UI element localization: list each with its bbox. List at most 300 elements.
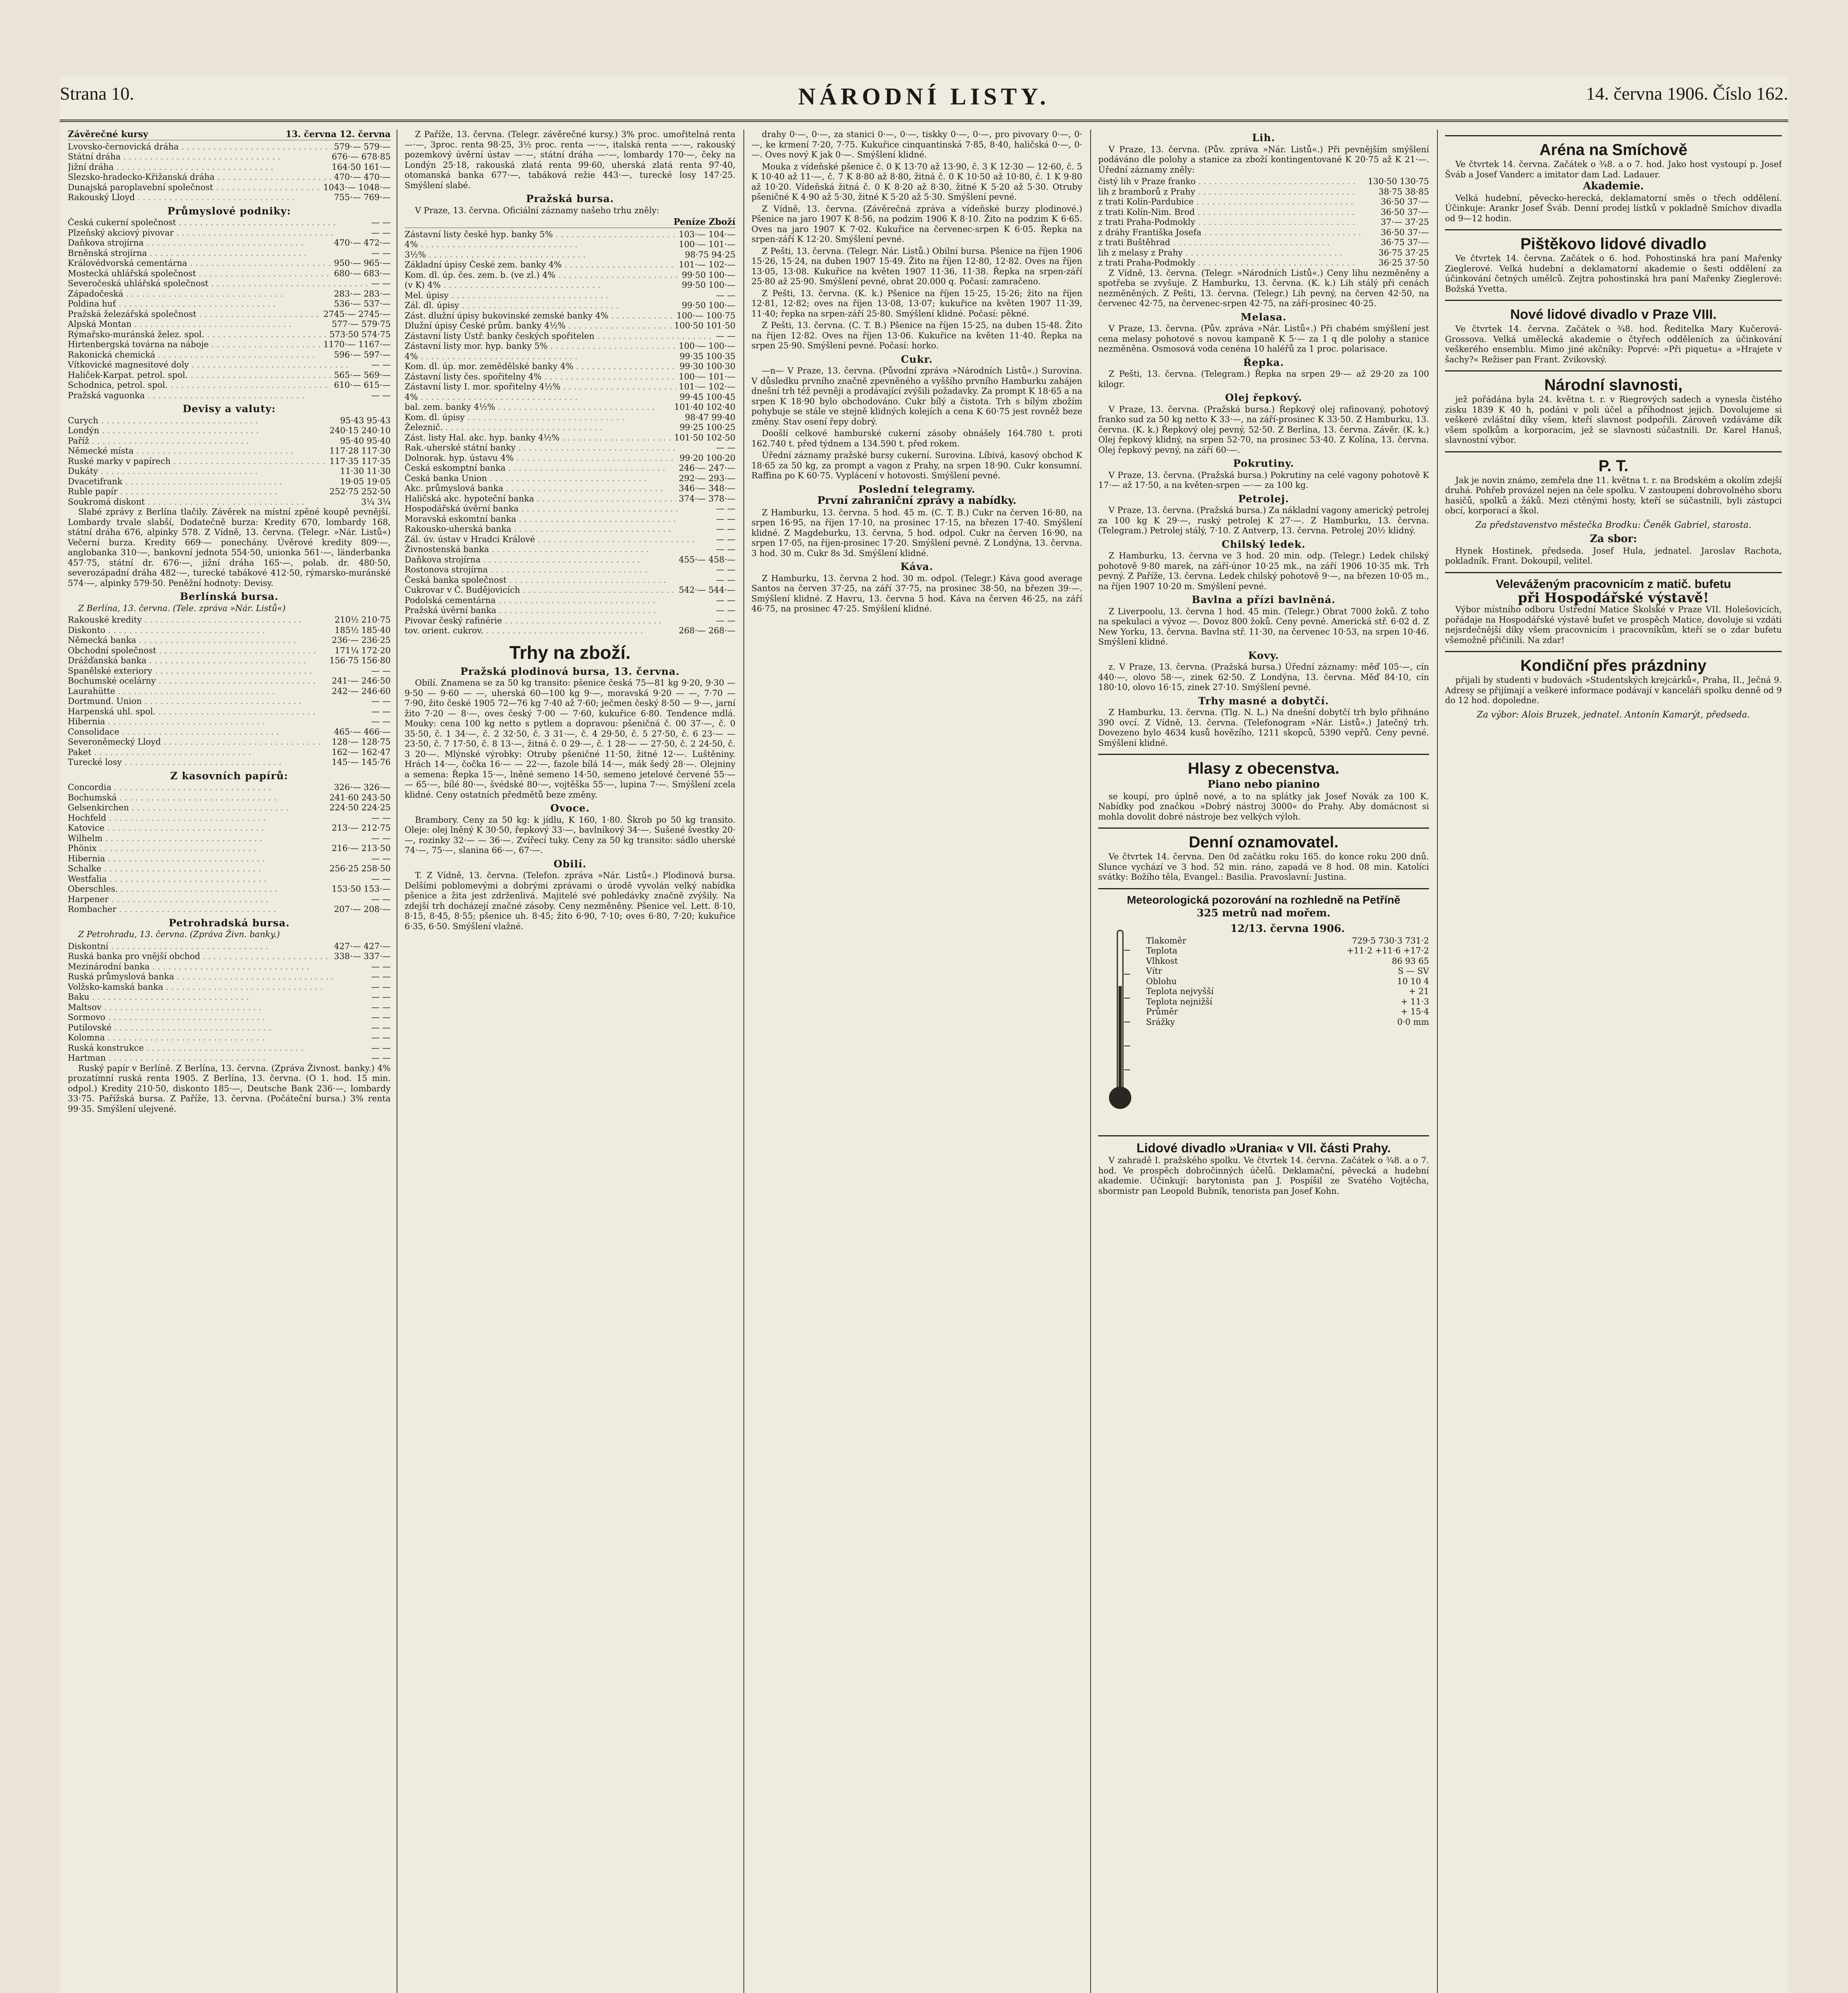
grain-report: Obilí. Znamena se za 50 kg transito: pšenice česká 75—81 kg 9·20, 9·30 — 9·50 — 9·60 — —, uherská 60—100 kg 9·—, moravská 9·20 — —, 7·70 — 7·90, žito české 1905 72—76 kg 7·40 až 7·60; ječmen český 8·50 — 9·—, jarní žito 7·20 — 8·—, oves český 7·00 — 7·60, kukuřice 6·80. Tendence mdlá. Mouky: cena 100 kg netto s pytlem a dopravou: pšeničná č. 00 37·—, č. 0 35·50, č. 1 34·—, č. 2 32·50, č. 3 31·—, č. 4 29·50, č. 5 27·50, č. 6 23·— — 23·50, č. 7 17·50, č. 8 13·—, žitná č. 0 29·—, č. 1 28·— — 27·50, č. 2 24·50, č. 3 20·—. Mlýnské výrobky: Otruby pšeničné 11·50, žitné 12·—. Luštěniny. Hrách 14·—, čočka 16·— — 22·—, fazole bílá 14·—, mák šedý 28·—. Olejniny a semena: Řepka 15·—, lněné semeno 14·50, semeno jetelové červené 55·— — 65·—, bílé 80·—, švédské 80·—, vojtěška 55·—, lupina 7·—. Smýšlení zcela klidné. Ceny ostatních předmětů beze změny. — [405, 678, 735, 800]
berlin-list — [68, 615, 391, 768]
row-label: Zál. dl. úpisy . . . — [405, 301, 619, 311]
table-row — [1098, 187, 1429, 197]
industry-list — [68, 218, 391, 401]
tutoring-text: přijali by studenti v budovách »Studentských krejcárků«, Praha, II., Ječná 9. Adresy se přijímají a veškeré informace podávají v kanceláři spolku denně od 9 do 12 hod. dopoledne. — [1445, 675, 1782, 705]
table-row — [1146, 997, 1429, 1007]
row-value: 542·— 544·— — [676, 585, 735, 596]
row-label: Zástavní listy mor. hyp. banky 5% . . . — [405, 341, 676, 352]
row-label: Volžsko-kamská banka . . . — [68, 982, 323, 993]
row-label: Rakouský Lloyd . . . — [68, 193, 295, 203]
row-value: 326·— 326·— — [332, 782, 391, 793]
row-value: 346·— 348·— — [676, 484, 735, 494]
meteo-readings — [1146, 922, 1429, 1027]
row-value: 153·50 153·— — [329, 884, 391, 894]
row-label: Haličská akc. hypoteční banka . . . — [405, 494, 676, 504]
row-label: Srážky — [1146, 1017, 1175, 1027]
table-row — [68, 854, 391, 864]
row-label: Baku . . . — [68, 992, 249, 1002]
row-value: — — — [369, 1023, 391, 1033]
cotton-report: Z Liverpoolu, 13. června 1 hod. 45 min. (Telegr.) Obrat 7000 žoků. Z toho na spekulaci a vývoz —. Dovoz 800 žoků. Ceny pevné. Americká stř. 6·02 d. Z New Yorku, 13. června. Bavlna stř. 11·30, na červenec 10·53, na srpen 10·46. Smýšlení klidné. — [1098, 606, 1429, 647]
row-label: Moravská eskomtní banka . . . — [405, 514, 676, 525]
row-label: Londýn . . . — [68, 426, 259, 436]
row-label: Phönix . . . — [68, 843, 256, 854]
vienna-grain-heading: Obilí. — [553, 858, 587, 870]
table-row — [405, 291, 735, 301]
row-label: 3½% . . . — [405, 250, 586, 260]
table-row — [68, 1043, 391, 1053]
thanks-sub: při Hospodářské výstavě! — [1518, 590, 1709, 606]
row-value: 36·25 37·50 — [1376, 258, 1429, 268]
row-label: z trati Buštěhrad . . . — [1098, 238, 1330, 248]
table-row — [405, 514, 735, 525]
mines-heading: Z kasovních papírů: — [170, 770, 288, 782]
row-label: Zástavní listy čes. spořitelny 4% . . . — [405, 372, 676, 382]
table-row — [405, 484, 735, 494]
table-row — [405, 626, 735, 636]
row-value: 99·50 100·— — [679, 280, 735, 291]
row-label: Královédvorská cementárna . . . — [68, 258, 332, 269]
table-row — [68, 340, 391, 350]
table-row — [68, 646, 391, 656]
column-2 — [405, 130, 735, 1993]
row-value: — — — [369, 854, 391, 864]
berlin-heading: Berlínská bursa. — [180, 591, 279, 602]
table-row — [68, 813, 391, 824]
table-row — [68, 1033, 391, 1043]
row-value: — — — [369, 696, 391, 707]
table-row — [68, 625, 391, 636]
table-row — [405, 544, 735, 555]
table-row — [405, 230, 735, 240]
row-label: Rombacher . . . — [68, 904, 276, 915]
table-row — [405, 585, 735, 596]
row-value: 1043·— 1048·— — [321, 183, 391, 193]
row-value: 11·30 11·30 — [338, 466, 391, 477]
meteo-panel — [1098, 922, 1429, 1130]
row-value: 117·28 117·30 — [327, 446, 391, 456]
table-row — [405, 605, 735, 616]
thermometer-icon — [1106, 926, 1134, 1118]
table-row — [68, 350, 391, 360]
table-row — [68, 707, 391, 717]
row-value: 268·— 268·— — [676, 626, 735, 636]
table-row — [405, 575, 735, 586]
row-label: Severoněmecký Lloyd . . . — [68, 737, 320, 747]
pest-report-1: Z Pešti, 13. června. (Telegr. Nár. Listů.) Obilní bursa. Pšenice na říjen 1906 15·26, 15·24, na duben 1907 15·49. Žito na říjen 12·80, 12·82. Oves na říjen 13·05, 13·08. Kukuřice na květen 1907 11·36, 11·38. Řepka na srpen-září 25·80 až 25·90. Smýšlení pevné, obrat 20.000 q. Počasí: zamračeno. — [751, 246, 1082, 286]
row-label: Mezinárodní banka . . . — [68, 962, 309, 972]
petroleum-heading: Petrolej. — [1238, 493, 1289, 505]
row-value: 101·— 102·— — [676, 260, 735, 270]
row-label: Ruská průmyslová banka . . . — [68, 972, 334, 982]
issue-date: 14. června 1906. Číslo 162. — [1586, 83, 1788, 104]
row-label: Hibernia . . . — [68, 717, 265, 727]
row-value: — — — [369, 707, 391, 717]
table-row — [68, 884, 391, 894]
row-value: 1170·— 1167·— — [321, 340, 391, 350]
table-row — [405, 270, 735, 281]
table-row — [1098, 258, 1429, 268]
row-label: Drážďanská banka . . . — [68, 656, 306, 666]
tutoring-heading: Kondiční přes prázdniny — [1445, 651, 1782, 675]
row-label: Oblohu — [1146, 976, 1177, 986]
row-value: 128·— 128·75 — [329, 737, 391, 747]
row-value: — — — [369, 1033, 391, 1043]
fruit-heading: Ovoce. — [550, 802, 590, 814]
table-row — [68, 843, 391, 854]
table-row — [68, 142, 391, 152]
row-value: 36·75 37·25 — [1376, 248, 1429, 258]
row-value: 100·— 100·75 — [674, 311, 735, 321]
row-label: Hibernia . . . — [68, 854, 265, 864]
row-label: z trati Praha-Podmokly . . . — [1098, 258, 1355, 268]
commodities-heading: Trhy na zboží. — [509, 642, 631, 663]
cotton-heading: Bavlna a přízi bavlněná. — [1191, 594, 1336, 605]
row-label: Teplota — [1146, 946, 1178, 955]
row-value: 465·— 466·— — [332, 727, 391, 737]
table-row — [68, 615, 391, 625]
table-row — [68, 757, 391, 768]
row-value: 99·30 100·30 — [677, 362, 735, 372]
row-value: 99·35 100·35 — [677, 352, 735, 362]
new-theatre-text: Ve čtvrtek 14. června. Začátek o ¾8. hod. Ředitelka Mary Kučerová-Grossova. Velká umělecká akademie o čtyřech odděleních za účinkování veškerého ensemblu. Mimo jiné akčníky: Poprvé: »Při piquetu« a »Hrajete v šachy?« Režiser pan Frant. Zvikovský. — [1445, 324, 1782, 364]
row-value: 242·— 246·60 — [329, 686, 391, 697]
row-label: Rakonická chemická . . . — [68, 350, 315, 360]
row-label: Curych . . . — [68, 416, 258, 426]
table-row — [405, 596, 735, 606]
row-value: 427·— 427·— — [332, 941, 391, 952]
row-label: z trati Kolín-Nim. Brod . . . — [1098, 207, 1355, 218]
table-row — [1098, 248, 1429, 258]
table-row — [405, 392, 735, 403]
row-value: 19·05 19·05 — [338, 477, 391, 487]
petrograd-subheading: Z Petrohradu, 13. června. (Zpráva Živn. banky.) — [78, 930, 280, 939]
row-value: — — — [369, 279, 391, 289]
fx-list — [68, 416, 391, 507]
table-row — [405, 250, 735, 260]
masthead — [60, 76, 1788, 122]
prague-exchange-heading: Pražská bursa. — [526, 193, 614, 204]
row-value: 99·45 100·45 — [677, 392, 735, 403]
row-label: Plzeňský akciový pivovar . . . — [68, 228, 333, 238]
corps-names: Hynek Hostinek, předseda. Josef Hula, jednatel. Jaroslav Rachota, pokladník. Frant. Dokoupil, velitel. — [1445, 546, 1782, 566]
row-value: — — — [369, 1043, 391, 1053]
row-value: 95·43 95·43 — [338, 416, 391, 426]
molasses-report: V Praze, 13. června. (Pův. zpráva »Nár. Listů«.) Při chabém smýšlení jest cena melasy pohotové s novou kampaně K 5·— za 1 q dle polohy a stanice nezměněna. Osmosová voda cenéna 10 haléřů za 1 proc. polarisace. — [1098, 324, 1429, 354]
row-label: čistý lih v Praze franko . . . — [1098, 177, 1355, 187]
row-label: Turecké losy . . . — [68, 757, 281, 768]
row-label: 4% . . . — [405, 240, 578, 250]
row-value: 252·75 252·50 — [327, 487, 391, 497]
row-value: + 15·4 — [1398, 1007, 1429, 1017]
row-label: Průměr — [1146, 1007, 1178, 1016]
table-row — [68, 269, 391, 279]
row-label: Tlakoměr — [1146, 936, 1186, 945]
row-label: Bochumská . . . — [68, 793, 276, 803]
table-row — [68, 874, 391, 884]
row-label: Mostecká uhlářská společnost . . . — [68, 269, 332, 279]
row-value: 470·— 470·— — [332, 172, 391, 183]
row-label: Hartman . . . — [68, 1053, 265, 1063]
table-row — [405, 443, 735, 453]
row-value: — — — [369, 813, 391, 824]
row-value: 207·— 208·— — [332, 904, 391, 915]
mines-list — [68, 782, 391, 915]
row-label: Rýmařsko-muránská želez. spol. . . . — [68, 330, 327, 340]
oil-heading: Olej řepkový. — [1225, 392, 1302, 403]
row-value: S — SV — [1396, 966, 1429, 977]
sugar-report-2: Úřední záznamy pražské bursy cukerní. Surovina. Líbivá, kasový obchod K 18·65 za 50 kg, za prompt a vagon z Prahy, na srpen 18·90. Cukr konsumní. Raffina po K 60·75. Vyplácení v hotovosti. Smýšlení pevné. — [751, 450, 1082, 480]
row-label: Teplota nejvyšší — [1146, 987, 1214, 996]
table-row — [68, 319, 391, 330]
stocks-table — [405, 463, 735, 636]
row-value: 241·— 246·50 — [329, 676, 391, 686]
notice-heading: P. T. — [1445, 451, 1782, 476]
row-value: 100·50 101·50 — [672, 321, 735, 331]
table-row — [68, 360, 391, 370]
row-value: 470·— 472·— — [332, 238, 391, 248]
row-label: Státní dráha . . . — [68, 152, 280, 162]
column-rule — [1090, 130, 1091, 1993]
row-value: 130·50 130·75 — [1365, 177, 1429, 187]
table-row — [1146, 966, 1429, 977]
row-value: 98·75 94·25 — [682, 250, 735, 260]
daily-notice-text: Ve čtvrtek 14. června. Den 0d začátku roku 165. do konce roku 200 dnů. Slunce vychází ve 3 hod. 52 min. ráno, zapadá ve 8 hod. 08 min. Katolíci svátky: Božího těla, Evangel.: Basilia. Pravoslavní: Justina. — [1098, 852, 1429, 882]
table-row — [68, 279, 391, 289]
row-label: Oberschles. . . . — [68, 884, 277, 894]
row-value: — — — [714, 504, 735, 514]
row-label: z trati Kolín-Pardubice . . . — [1098, 197, 1353, 207]
row-label: Gelsenkirchen . . . — [68, 803, 289, 813]
row-value: — — — [369, 972, 391, 982]
row-label: Spanělské exteriory . . . — [68, 666, 312, 676]
row-label: Poldina huť . . . — [68, 299, 276, 309]
table-row — [68, 962, 391, 972]
festivities-heading: Národní slavnosti, — [1445, 370, 1782, 395]
column-rule — [1437, 130, 1438, 1993]
table-row — [68, 864, 391, 874]
row-label: Dvacetifrank . . . — [68, 477, 282, 487]
row-label: Sormovo . . . — [68, 1012, 265, 1023]
row-value: 680·— 683·— — [332, 269, 391, 279]
row-value: 171¼ 172·20 — [332, 646, 391, 656]
row-value: 256·25 258·50 — [327, 864, 391, 874]
table-row — [1098, 207, 1429, 218]
row-value: 950·— 965·— — [332, 258, 391, 269]
arena-text-2: Velká hudební, pěvecko-herecká, deklamatorní směs o třech oddělení. Účinkuje: Arankr Josef Šváb. Denní prodej lístků v pokladně Smíchov divadla od 9—12 hodin. — [1445, 193, 1782, 223]
table-row — [405, 260, 735, 270]
row-value: — — — [714, 616, 735, 626]
thanks-heading: Veleváženým pracovnicím z matič. bufetu — [1445, 572, 1782, 592]
row-label: Alpská Montan . . . — [68, 319, 291, 330]
table-row — [405, 413, 735, 423]
row-label: Dolnorak. hyp. ústavu 4% . . . — [405, 453, 673, 464]
row-label: Ruská banka pro vnější obchod . . . — [68, 951, 332, 962]
metals-report: z. V Praze, 13. června. (Pražská bursa.) Úřední záznamy: měď 105·—, cín 440·—, olovo 58·—, zinek 62·50. Z Londýna, 13. června. Měď 84·10, cín 180·10, olovo 16·15, zinek 27·10. Smýšlení pevné. — [1098, 662, 1429, 692]
grain-report-cont: drahy 0·—, 0·—, za stanici 0·—, 0·—, tiskky 0·—, 0·—, pro pivovary 0·—, 0·—, ke krmení 7·20, 7·75. Kukuřice cinquantinská 7·85, 8·40, haličská 0·—, 0·—. Oves nový K jak 0·—. Smýšlení klidné. — [751, 130, 1082, 159]
fruit-report: Brambory. Ceny za 50 kg: k jídlu, K 160, 1·80. Škrob po 50 kg transito. Oleje: olej lněný K 30·50, řepkový 33·—, bavlníkový 34·—. Sušené švestky 20·—, rozinky 32·— — 36·—. Zvířecí tuky. Ceny za 50 kg transito: sádlo uherské 74·—, 75·—, slanina 66·—, 67·—. — [405, 815, 735, 855]
row-value: 99·20 100·20 — [677, 453, 735, 464]
livestock-report: Z Hamburku, 13. června. (Tlg. N. L.) Na dnešní dobytčí trh bylo přihnáno 390 ovcí. Z Vídně, 13. června. (Telefonogram »Nár. Listů«.) Jatečný trh. Dovezeno bylo 4634 kusů hovězího, 1211 skopců, 5390 vepřů. Ceny pevné. Smýšlení klidné. — [1098, 708, 1429, 748]
row-value: + 21 — [1406, 987, 1429, 997]
bonds-table — [405, 230, 735, 464]
rapeseed-heading: Řepka. — [1243, 356, 1284, 368]
row-value: 565·— 569·— — [332, 370, 391, 381]
column-3 — [751, 130, 1082, 1993]
table-row — [405, 555, 735, 565]
row-label: Rakouské kredity . . . — [68, 615, 302, 625]
row-label: Lvovsko-černovická dráha . . . — [68, 142, 332, 152]
spirits-report-2: Z Vídně, 13. června. (Telegr. »Národních Listů«.) Ceny lihu nezměněny a spotřeba se zvyšuje. Z Hamburku, 13. června. (K. k.) Lih stálý při cenách nezměněných. Z Pešti, 13. června. (Telegr.) Lih pevný, na červen 42·50, na červenec 42·75, na červenec-srpen 42·75, na září-prosinec 40·25. — [1098, 268, 1429, 308]
row-label: Česká banka Union . . . — [405, 474, 647, 484]
coffee-report: Z Hamburku, 13. června 2 hod. 30 m. odpol. (Telegr.) Káva good average Santos na červen 37·25, na září 37·75, na prosinec 38·50, na březen 39·—. Smýšlení klidné. Z Havru, 13. června 5 hod. Káva na červen 46·25, na září 46·75, na prosinec 47·25. Smýšlení klidné. — [751, 573, 1082, 613]
row-label: Zástavní listy Ústř. banky českých spořitelen . . . — [405, 331, 714, 342]
petroleum-report: V Praze, 13. června. (Pražská bursa.) Za nákladní vagony americký petrolej za 100 kg K 29·—, ruský petrolej K 27·—. Z Hamburku, 13. června. (Telegram.) Petrolej stálý, 7·10. Z Antverp, 13. června. Petrolej 20½ klidný. — [1098, 505, 1429, 535]
column-1 — [68, 130, 391, 1993]
metals-heading: Kovy. — [1248, 649, 1279, 661]
row-label: lih z bramborů z Prahy . . . — [1098, 187, 1355, 197]
row-value: 755·— 769·— — [332, 193, 391, 203]
festivities-text: jež pořádána byla 24. května t. r. v Riegrových sadech a vynesla čistého zisku 1839 K 40 h, podáni v poli účel a příhodnost jejich. Dovolujeme si veškeré zvláštní díky všem, kteří slavnost podpořili. Zároveň vzdáváme dík všem spolkům a korporacím, jež se slavnosti súčastnili. Dr. Karel Hanuš, slavnostní výbor. — [1445, 395, 1782, 445]
table-row — [1098, 217, 1429, 228]
table-columns: Peníze Zboží — [405, 217, 735, 228]
row-value: — — — [369, 992, 391, 1002]
arena-text: Ve čtvrtek 14. června. Začátek o ¾8. a o 7. hod. Jako host vystoupí p. Josef Šváb a Josef Vanderc a imitator dam Lad. Ladauer. — [1445, 159, 1782, 179]
row-label: Pražská úvěrní banka . . . — [405, 605, 656, 616]
row-label: Kom. dl. úp. čes. zem. b. (ve zl.) 4% . . . — [405, 270, 679, 281]
row-value: 103·— 104·— — [676, 230, 735, 240]
column-4 — [1098, 130, 1429, 1993]
row-label: Ruble papír . . . — [68, 487, 277, 497]
rapeseed-report: Z Pešti, 13. června. (Telegram.) Řepka na srpen 29·— až 29·20 za 100 kilogr. — [1098, 369, 1429, 389]
urania-heading: Lidové divadlo »Urania« v VII. části Prahy. — [1098, 1135, 1429, 1156]
row-label: Bochumské ocelárny . . . — [68, 676, 315, 686]
table-row — [68, 676, 391, 686]
table-row — [68, 803, 391, 813]
sugar-report: —n— V Praze, 13. června. (Původní zpráva »Národních Listů«.) Surovina. V důsledku prvního značně zpevněného a vyššího prvního Hamburku zahájen dnešní trh též pevněji a prodávající zvýšili požadavky. Za prompt K 18·65 a na srpen K 18·90 bylo obchodováno. Cukr bílý a čistota. Trh s bílým zbožím pohybuje se stále ve stejně klidných kolejích a cena K 60·75 jest rovněž beze změny. Stav osení řepy dobrý. — [751, 366, 1082, 427]
table-row — [68, 172, 391, 183]
row-value: 99·25 100·25 — [677, 423, 735, 433]
row-label: Harpener . . . — [68, 894, 268, 905]
livestock-heading: Trhy masné a dobytčí. — [1198, 695, 1329, 707]
row-value: 101·50 102·50 — [672, 433, 735, 443]
table-row — [68, 727, 391, 737]
table-row — [68, 1012, 391, 1023]
row-value: 3¼ 3¼ — [359, 497, 391, 507]
row-label: Mel. úpisy . . . — [405, 291, 608, 301]
pest-report-3: Z Pešti, 13. června. (C. T. B.) Pšenice na říjen 15·25, na duben 15·48. Žito na říjen 12·82. Oves na říjen 13·06. Kukuřice na květen 11·40. Řepka na srpen 25·90. Smýšlení pevné. Počasí: horko. — [751, 320, 1082, 350]
oilcake-heading: Pokrutiny. — [1233, 458, 1294, 469]
row-label: Kom. dl. úpisy . . . — [405, 413, 624, 423]
row-value: 577·— 579·75 — [329, 319, 391, 330]
row-label: Vítkovické magnesitové doly . . . — [68, 360, 348, 370]
table-row — [1146, 1007, 1429, 1017]
row-value: — — — [714, 331, 735, 342]
table-row — [68, 309, 391, 320]
prague-exchange-sub: V Praze, 13. června. Oficiální záznamy našeho trhu zněly: — [415, 205, 659, 215]
row-value: +11·2 +11·6 +17·2 — [1345, 946, 1429, 956]
table-row — [68, 426, 391, 436]
row-label: Diskonto . . . — [68, 625, 265, 636]
new-theatre-heading: Nové lidové divadlo v Praze VIII. — [1445, 300, 1782, 324]
row-value: 596·— 597·— — [332, 350, 391, 360]
row-label: Hirtenbergská továrna na náboje . . . — [68, 340, 321, 350]
rates-header: Závěrečné kursy 13. června 12. června — [68, 130, 391, 140]
table-row — [405, 362, 735, 372]
row-label: Německá banka . . . — [68, 635, 296, 646]
table-row — [405, 504, 735, 514]
notice-text: Jak je novin známo, zemřela dne 11. května t. r. na Brodském a okolím zdejší druhá. Pohřeb provázel nejen na čele spolku. V zastoupení dobrovolného sboru hasičů, spolků a žáků. Mezi ctěnými hosty, kteří se súčastnili, byli zástupci obcí, korporací a škol. — [1445, 475, 1782, 515]
row-label: Harpenská uhl. spol. . . . — [68, 707, 315, 717]
table-row — [405, 280, 735, 291]
row-label: Teplota nejnižší — [1146, 996, 1213, 1006]
row-value: — — — [369, 1012, 391, 1023]
row-value: — — — [714, 524, 735, 535]
row-value: — — — [369, 666, 391, 676]
row-value: 10 10 4 — [1395, 977, 1429, 987]
table-row — [68, 941, 391, 952]
table-row — [68, 436, 391, 446]
corps-heading: Za sbor: — [1590, 533, 1637, 545]
row-value: 283·— 283·— — [332, 289, 391, 299]
row-value: 236·— 236·25 — [329, 635, 391, 646]
table-row — [68, 717, 391, 727]
row-value: + 11·3 — [1398, 997, 1429, 1007]
market-report: Slabé zprávy z Berlína tlačily. Závěrek na místní zpěné koupě pevnější. Lombardy trvale slabší, Dodatečně burza: Kredity 670, lombardy 168, státní dráha 676, alpinky 578. Z Vídně, 13. června. (Telegr. »Nár. Listů«) Večerní burza. Kredity 669·— ponechány. Úvěrové kredity 809·—, anglobanka 310·—, bankovní jednota 554·50, unionka 561·—, länderbanka 457·75, státní dr. 676·—, jižní dráha 165·—, polab. dr. 480·50, severozápadní dráha 482·—, turecké tabákové 412·50, rýmarsko-muránské 574·—, alpinky 579·50. Peněžní hodnoty: Devisy. — [68, 507, 391, 588]
table-row — [68, 666, 391, 676]
table-row — [405, 311, 735, 321]
row-label: 4% . . . — [405, 392, 578, 403]
row-value: — — — [369, 218, 391, 228]
row-label: Česká cukerní společnost . . . — [68, 218, 336, 228]
row-value: — — — [369, 228, 391, 238]
table-row — [68, 1002, 391, 1013]
row-label: Česká eskomptní banka . . . — [405, 463, 665, 474]
row-label: Cukrovar v Č. Budějovicích . . . — [405, 585, 676, 596]
table-row — [68, 152, 391, 162]
table-row — [68, 635, 391, 646]
row-value: 162·— 162·47 — [329, 747, 391, 758]
row-label: Jižní dráha . . . — [68, 162, 273, 173]
meteo-heading: Meteorologická pozorování na rozhledně na Petříně — [1098, 888, 1429, 907]
piano-ad-title: Piano nebo pianino — [1207, 778, 1320, 790]
table-row — [405, 565, 735, 575]
page-number: Strana 10. — [60, 83, 134, 104]
table-row — [68, 1023, 391, 1033]
row-label: Paket . . . — [68, 747, 251, 758]
table-row — [405, 616, 735, 626]
row-value: 101·40 102·40 — [672, 402, 735, 413]
pistek-heading: Pištěkovo lidové divadlo — [1445, 229, 1782, 254]
row-value: 579·— 579·— — [332, 142, 391, 152]
row-value: 455·— 458·— — [676, 555, 735, 565]
table-row — [68, 696, 391, 707]
table-row — [68, 904, 391, 915]
row-label: Katovice . . . — [68, 823, 264, 833]
table-row — [1098, 238, 1429, 248]
row-label: Brněnská strojírna . . . — [68, 248, 307, 259]
public-voices-heading: Hlasy z obecenstva. — [1098, 754, 1429, 778]
row-value: — — — [714, 575, 735, 586]
row-label: Dortmund. Union . . . — [68, 696, 301, 707]
table-row — [68, 162, 391, 173]
meteo-table — [1146, 936, 1429, 1028]
row-value: 2745·— 2745·— — [321, 309, 391, 320]
table-row — [405, 341, 735, 352]
spirits-heading: Lih. — [1252, 132, 1275, 143]
pistek-text: Ve čtvrtek 14. června. Začátek o 6. hod. Pohostinská hra paní Mařenky Zieglerové. Velká hudební a deklamatorní akademie o šesti oddělení za účinkování četných umělců. Zejtra pohostinská hra paní Mařenky Zieglerové: Božská Yvetta. — [1445, 254, 1782, 294]
sugar-heading: Cukr. — [901, 353, 933, 365]
arena-heading: Aréna na Smíchově — [1445, 135, 1782, 159]
